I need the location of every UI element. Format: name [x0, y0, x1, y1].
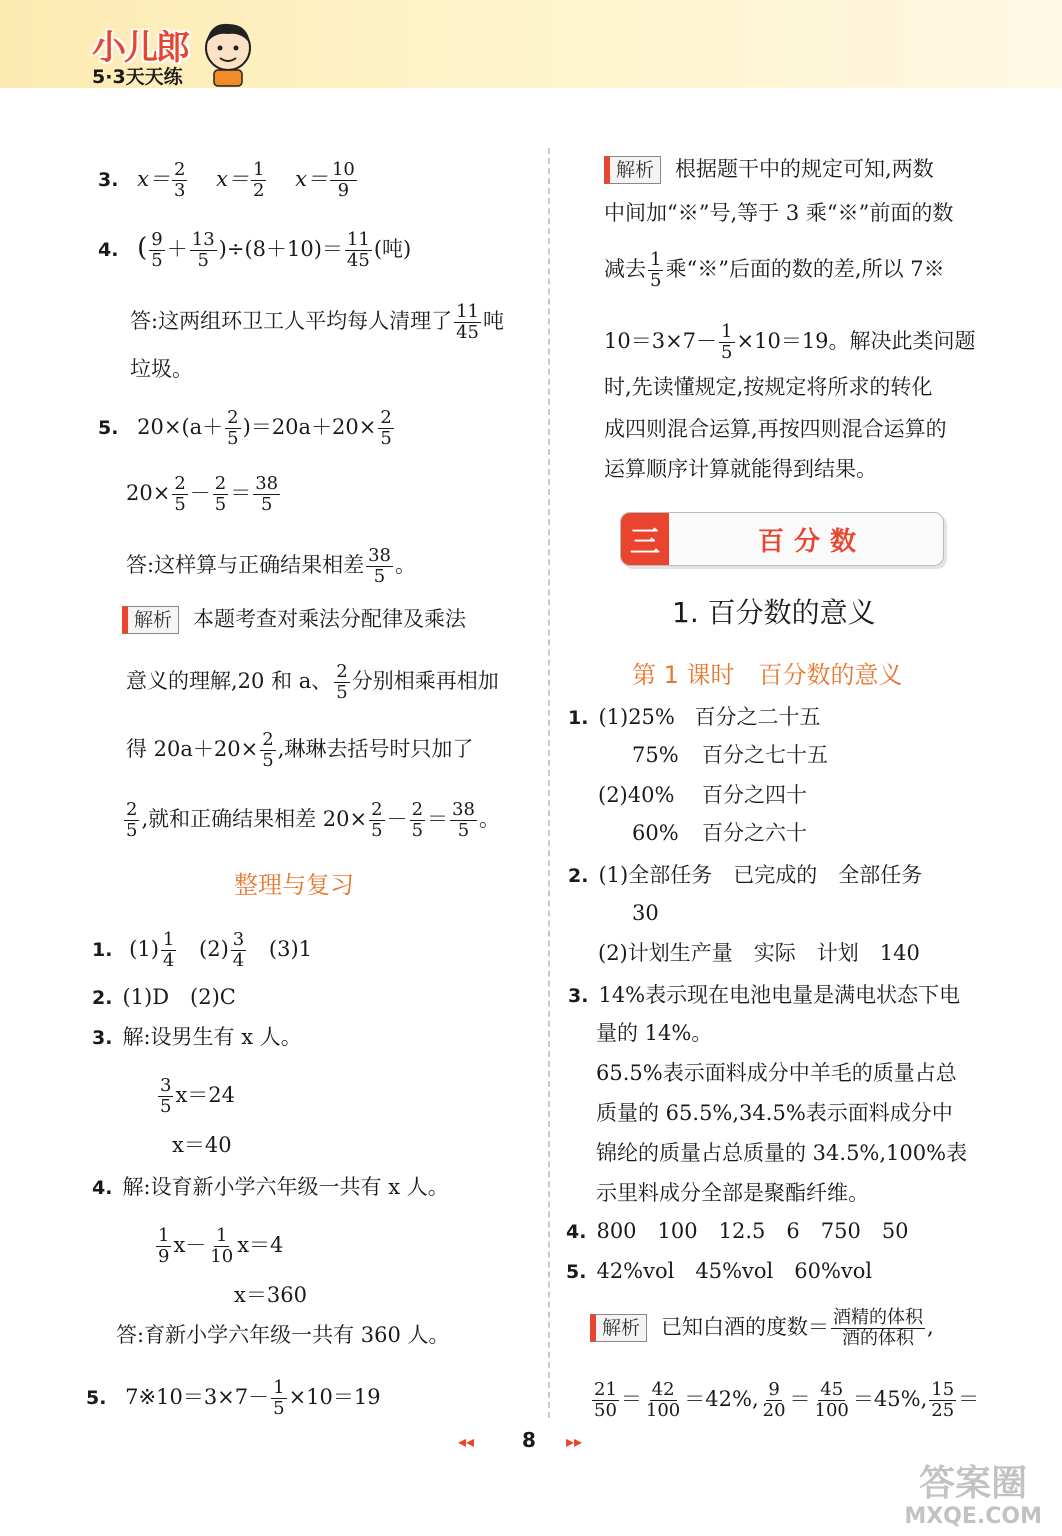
percent-answer-3d: 质量的 65.5%,34.5%表示面料成分中 — [596, 1101, 953, 1125]
page-number: 8 — [522, 1428, 536, 1452]
chapter-banner — [620, 512, 944, 566]
watermark: 答案圈 MXQE.COM — [904, 1463, 1042, 1529]
logo-title: 小儿郎 — [92, 28, 188, 68]
review-answer-1: 1. (1) $\frac{1}{4}$ (2) $\frac{3}{4}$ (3)1 — [92, 929, 313, 971]
percent-answer-3e: 锦纶的质量占总质量的 34.5%,100%表 — [596, 1141, 968, 1165]
review-answer-2: 2. (1)D (2)C — [92, 985, 236, 1009]
analysis-2-line2: 中间加“※”号,等于 3 乘“※”前面的数 — [604, 201, 954, 225]
review-answer-4-statement: 答:育新小学六年级一共有 360 人。 — [116, 1323, 450, 1347]
answer-3-line: 3. x＝ $\frac{2}{3}$ x＝ $\frac{1}{2}$ x＝ $\frac{10}{9}$ — [98, 159, 355, 201]
percent-answer-1d: 60% 百分之六十 — [632, 821, 807, 845]
analysis-badge: 解析 — [604, 156, 661, 184]
answer-4-statement: 答:这两组环卫工人平均每人清理了 $\frac{11}{45}$ 吨 — [130, 301, 504, 343]
column-divider — [548, 148, 550, 1418]
analysis-3-line2: $\frac{21}{50}$ ＝ $\frac{42}{100}$ ＝42%, $\frac{9}{20}$ ＝ $\frac{45}{100}$ ＝45%, $\frac{15}{25}$ ＝ — [594, 1379, 980, 1421]
analysis-1-line1: 解析 本题考查对乘法分配律及乘法 — [122, 606, 466, 634]
mascot-boy-icon — [198, 18, 258, 88]
chapter-title: 百分数 — [757, 526, 866, 557]
percent-answer-3a: 3. 14%表示现在电池电量是满电状态下电 — [568, 983, 961, 1007]
percent-answer-1a: 1. (1)25% 百分之二十五 — [568, 705, 821, 729]
answer-5-line1: 5. 20×(a＋ $\frac{2}{5}$ )＝20a＋20× $\frac{2}{5}$ — [98, 407, 392, 449]
chapter-number: 三 — [621, 513, 669, 565]
review-answer-3-eq1: $\frac{3}{5}$ x＝24 — [160, 1075, 236, 1117]
analysis-2-line6: 成四则混合运算,再按四则混合运算的 — [604, 417, 947, 441]
question-number: 3. — [98, 169, 119, 191]
percent-answer-3b: 量的 14%。 — [596, 1021, 713, 1045]
answer-4-statement-cont: 垃圾。 — [130, 357, 193, 381]
logo-subtitle: 5·3天天练 — [92, 66, 183, 88]
percent-answer-2b: 30 — [632, 901, 659, 925]
previous-page-icon[interactable]: ◂◂ — [458, 1432, 475, 1451]
percent-answer-2a: 2. (1)全部任务 已完成的 全部任务 — [568, 863, 923, 887]
analysis-2-line4: 10＝3×7－ $\frac{1}{5}$ ×10＝19。解决此类问题 — [604, 321, 976, 363]
percent-answer-3c: 65.5%表示面料成分中羊毛的质量占总 — [596, 1061, 957, 1085]
percent-answer-1b: 75% 百分之七十五 — [632, 743, 828, 767]
analysis-2-line1: 解析 根据题干中的规定可知,两数 — [604, 156, 934, 184]
percent-answer-4: 4. 800 100 12.5 6 750 50 — [566, 1219, 909, 1243]
answer-4-equation: 4. ( $\frac{9}{5}$ ＋ $\frac{13}{5}$ )÷(8＋10)＝ $\frac{11}{45}$ (吨) — [98, 229, 412, 271]
percent-answer-5: 5. 42%vol 45%vol 60%vol — [566, 1259, 873, 1283]
review-answer-4: 4. 解:设育新小学六年级一共有 x 人。 — [92, 1175, 449, 1199]
review-answer-4-eq1: $\frac{1}{9}$ x－ $\frac{1}{10}$ x＝4 — [158, 1225, 284, 1267]
analysis-1-line4: $\frac{2}{5}$ ,就和正确结果相差 20× $\frac{2}{5}$ － $\frac{2}{5}$ ＝ $\frac{38}{5}$ 。 — [126, 799, 500, 841]
analysis-badge: 解析 — [590, 1314, 647, 1342]
percent-answer-1c: (2)40% 百分之四十 — [598, 783, 807, 807]
lesson-title: 第 1 课时 百分数的意义 — [632, 661, 903, 689]
analysis-2-line7: 运算顺序计算就能得到结果。 — [604, 457, 877, 481]
analysis-badge: 解析 — [122, 606, 179, 634]
answer-5-line2: 20× $\frac{2}{5}$ － $\frac{2}{5}$ ＝ $\frac{38}{5}$ — [126, 473, 279, 515]
percent-answer-2c: (2)计划生产量 实际 计划 140 — [598, 941, 920, 965]
review-answer-5: 5. 7※10＝3×7－ $\frac{1}{5}$ ×10＝19 — [86, 1377, 381, 1419]
analysis-3-line1: 解析 已知白酒的度数＝ $\frac{\text{酒精的体积}}{\text{酒的体积}}$ , — [590, 1308, 934, 1349]
percent-answer-3f: 示里料成分全部是聚酯纤维。 — [596, 1181, 869, 1205]
analysis-2-line5: 时,先读懂规定,按规定将所求的转化 — [604, 375, 933, 399]
analysis-1-line2: 意义的理解,20 和 a、 $\frac{2}{5}$ 分别相乘再相加 — [126, 661, 499, 703]
analysis-2-line3: 减去 $\frac{1}{5}$ 乘“※”后面的数的差,所以 7※ — [604, 249, 945, 291]
review-answer-3-eq2: x＝40 — [172, 1133, 232, 1157]
next-page-icon[interactable]: ▸▸ — [566, 1432, 583, 1451]
section-title: 1. 百分数的意义 — [672, 596, 876, 629]
review-answer-3: 3. 解:设男生有 x 人。 — [92, 1025, 302, 1049]
analysis-1-line3: 得 20a＋20× $\frac{2}{5}$ ,琳琳去括号时只加了 — [126, 729, 474, 771]
review-answer-4-eq2: x＝360 — [234, 1283, 307, 1307]
answer-5-statement: 答:这样算与正确结果相差 $\frac{38}{5}$ 。 — [126, 545, 416, 587]
review-section-title: 整理与复习 — [234, 871, 354, 899]
